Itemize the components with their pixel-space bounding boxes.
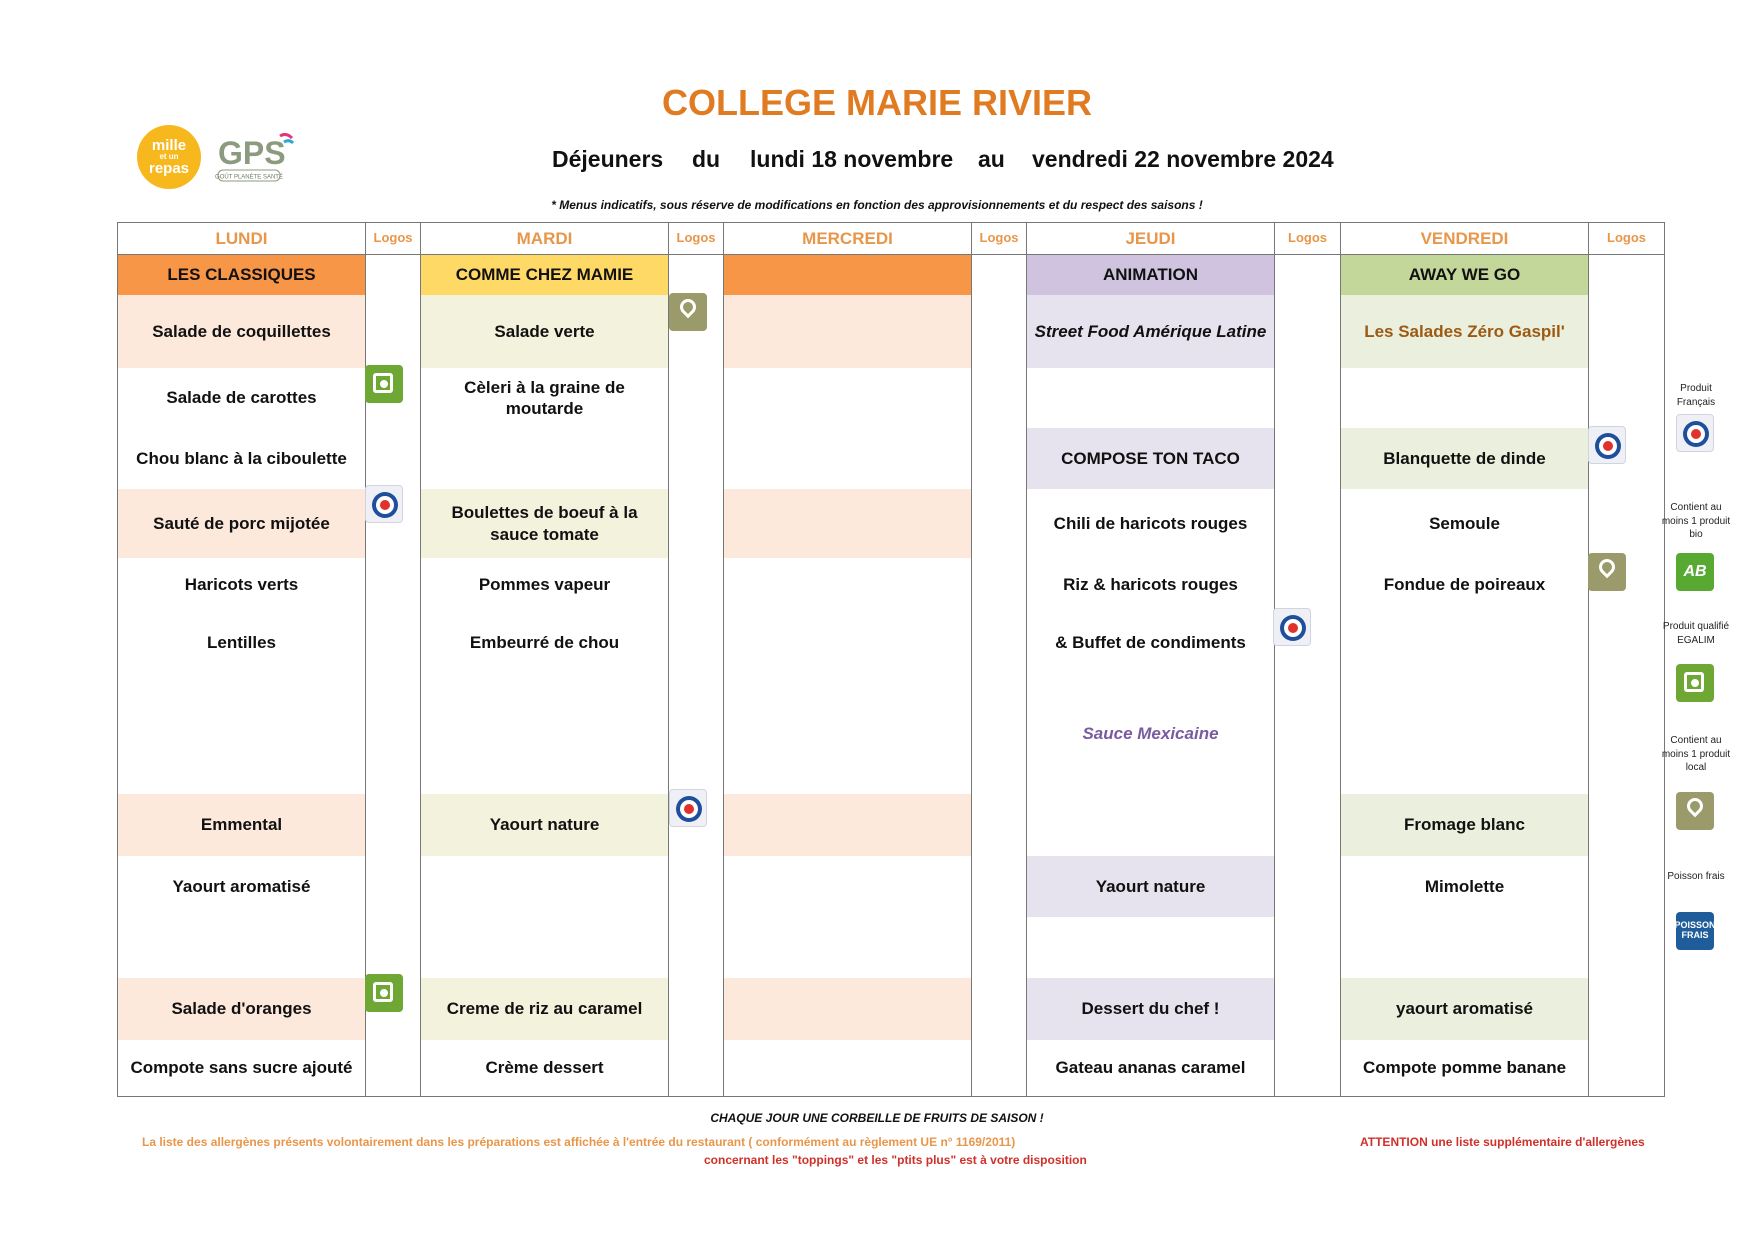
menu-note: * Menus indicatifs, sous réserve de modifications en fonction des approvisionnements et du respect des saisons ! — [551, 198, 1203, 212]
jeudi-sauce: Sauce Mexicaine — [1082, 724, 1219, 744]
vendredi-cheese-1: Fromage blanc — [1404, 815, 1525, 835]
fruits-note: CHAQUE JOUR UNE CORBEILLE DE FRUITS DE SAISON ! — [710, 1111, 1044, 1125]
mardi-starter-2: Cèleri à la graine de moutarde — [464, 377, 625, 418]
vendredi-starter-3: Blanquette de dinde — [1383, 448, 1546, 468]
logos-header: Logos — [373, 230, 413, 246]
day-header-lundi: LUNDI — [215, 228, 268, 248]
legend-local: Contient au moins 1 produit local — [1661, 735, 1731, 773]
gps-logo — [214, 130, 304, 186]
french-product-icon — [1676, 414, 1714, 452]
theme-mercredi — [724, 255, 971, 295]
mardi-main: Boulettes de boeuf à la sauce tomate — [451, 503, 638, 544]
mardi-dessert-1: Creme de riz au caramel — [446, 999, 643, 1019]
lundi-cheese-1: Emmental — [200, 815, 283, 835]
mardi-side-2: Embeurré de chou — [469, 633, 620, 653]
french-product-icon — [1588, 426, 1626, 464]
jeudi-starter-1: Street Food Amérique Latine — [1034, 321, 1267, 341]
local-product-icon — [1588, 553, 1626, 591]
legend-egalim: Produit qualifié EGALIM — [1662, 621, 1730, 646]
svg-text:GPS: GPS — [218, 135, 286, 171]
mardi-cheese-1: Yaourt nature — [489, 815, 600, 835]
day-header-jeudi: JEUDI — [1125, 228, 1176, 248]
vendredi-dessert-1: yaourt aromatisé — [1396, 999, 1533, 1019]
subtitle-au: au — [978, 146, 1005, 172]
subtitle-end-date: vendredi 22 novembre 2024 — [1032, 146, 1334, 172]
lundi-starter-2: Salade de carottes — [166, 388, 317, 408]
mardi-side-1: Pommes vapeur — [478, 575, 611, 595]
theme-vendredi: AWAY WE GO — [1341, 255, 1588, 295]
fresh-fish-icon: POISSON FRAIS — [1676, 912, 1714, 950]
logos-header: Logos — [1288, 230, 1327, 246]
lundi-starter-3: Chou blanc à la ciboulette — [136, 448, 347, 468]
header-divider — [118, 254, 1664, 255]
logos-header: Logos — [1607, 230, 1646, 246]
french-product-icon — [365, 485, 403, 523]
vendredi-main: Semoule — [1429, 513, 1500, 533]
egalim-icon — [365, 365, 403, 403]
jeudi-side-2: & Buffet de condiments — [1055, 633, 1246, 653]
legend-bio: Contient au moins 1 produit bio — [1661, 502, 1731, 540]
lundi-dessert-2: Compote sans sucre ajouté — [130, 1058, 353, 1078]
attention-note: ATTENTION une liste supplémentaire d'allergènes — [1360, 1135, 1645, 1149]
vendredi-dessert-2: Compote pomme banane — [1362, 1058, 1567, 1078]
lundi-side-1: Haricots verts — [184, 575, 299, 595]
jeudi-main: Chili de haricots rouges — [1053, 513, 1248, 533]
subtitle-du: du — [692, 146, 721, 172]
day-header-mercredi: MERCREDI — [802, 228, 893, 248]
svg-text:GOÛT PLANÈTE SANTÉ: GOÛT PLANÈTE SANTÉ — [215, 174, 283, 181]
theme-lundi: LES CLASSIQUES — [118, 255, 365, 295]
toppings-note: concernant les "toppings" et les "ptits plus" est à votre disposition — [704, 1153, 1087, 1167]
mille-repas-logo: mille et un repas — [137, 125, 201, 189]
subtitle-dejeuners: Déjeuners — [552, 146, 664, 172]
allergens-note: La liste des allergènes présents volontairement dans les préparations est affichée à l'entrée du restaurant ( conformément au règlement UE n° 1169/2011) — [142, 1135, 1016, 1149]
lundi-dessert-1: Salade d'oranges — [171, 999, 312, 1019]
local-product-icon — [1676, 792, 1714, 830]
egalim-icon — [1676, 664, 1714, 702]
page-title: COLLEGE MARIE RIVIER — [661, 82, 1093, 123]
mardi-dessert-2: Crème dessert — [485, 1058, 604, 1078]
day-header-vendredi: VENDREDI — [1420, 228, 1509, 248]
vendredi-cheese-2: Mimolette — [1424, 876, 1505, 896]
organic-ab-icon: AB — [1676, 553, 1714, 591]
jeudi-dessert-1: Dessert du chef ! — [1081, 999, 1220, 1019]
jeudi-starter-3: COMPOSE TON TACO — [1061, 448, 1240, 468]
jeudi-side-1: Riz & haricots rouges — [1063, 575, 1238, 595]
lundi-side-2: Lentilles — [207, 633, 276, 653]
french-product-icon — [669, 789, 707, 827]
subtitle-start-date: lundi 18 novembre — [750, 146, 954, 172]
lundi-cheese-2: Yaourt aromatisé — [172, 876, 311, 896]
lundi-main: Sauté de porc mijotée — [153, 513, 330, 533]
egalim-icon — [365, 974, 403, 1012]
french-product-icon — [1273, 608, 1311, 646]
lundi-starter-1: Salade de coquillettes — [152, 321, 331, 341]
local-product-icon — [669, 293, 707, 331]
vendredi-starter-1: Les Salades Zéro Gaspil' — [1364, 321, 1565, 341]
vendredi-side-1: Fondue de poireaux — [1383, 575, 1546, 595]
legend-poisson: Poisson frais — [1667, 871, 1725, 882]
jeudi-cheese-2: Yaourt nature — [1095, 876, 1206, 896]
theme-mardi: COMME CHEZ MAMIE — [421, 255, 668, 295]
menu-grid — [117, 222, 1665, 1097]
jeudi-dessert-2: Gateau ananas caramel — [1055, 1058, 1246, 1078]
legend-produit-francais: Produit Français — [1676, 383, 1716, 408]
mardi-starter-1: Salade verte — [494, 321, 595, 341]
logos-header: Logos — [676, 230, 716, 246]
logos-header: Logos — [979, 230, 1019, 246]
day-header-mardi: MARDI — [516, 228, 573, 248]
theme-jeudi: ANIMATION — [1027, 255, 1274, 295]
